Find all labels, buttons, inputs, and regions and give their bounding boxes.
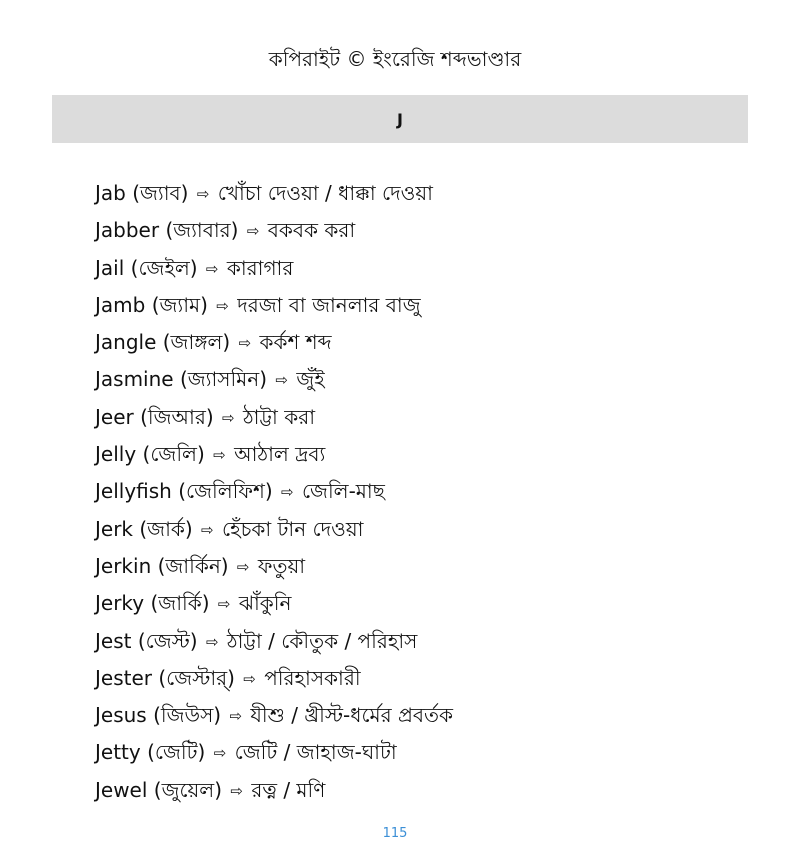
entry-pronunciation: (জেটি) (147, 740, 206, 765)
entry-word: Jangle (95, 330, 157, 355)
entry-word: Jester (95, 665, 152, 690)
arrow-icon: ⇨ (230, 781, 243, 800)
entry-word: Jewel (95, 777, 148, 802)
dictionary-entry (95, 175, 745, 212)
entry-meaning: জুঁই (296, 367, 325, 392)
entry-pronunciation: (জিউস) (153, 703, 222, 728)
entry-pronunciation: (জার্কিন) (157, 553, 229, 578)
entry-word: Jab (95, 181, 126, 205)
entry-meaning: পরিহাসকারী (264, 665, 361, 690)
arrow-icon: ⇨ (201, 520, 214, 539)
entry-pronunciation: (জিআর) (140, 404, 214, 429)
entry-meaning: জেটি / জাহাজ-ঘাটা (234, 740, 397, 765)
dictionary-entry (95, 212, 745, 249)
entry-pronunciation: (জ্যাম) (151, 292, 208, 317)
arrow-icon: ⇨ (222, 408, 235, 427)
arrow-icon: ⇨ (213, 744, 227, 763)
arrow-icon: ⇨ (238, 334, 252, 353)
entry-word: Jesus (95, 703, 147, 728)
dictionary-entry (95, 250, 745, 287)
entry-pronunciation: (জার্ক) (139, 516, 193, 541)
arrow-icon: ⇨ (205, 632, 219, 651)
entry-word: Jerk (95, 516, 134, 541)
entry-word: Jail (95, 255, 125, 280)
entry-word: Jest (95, 628, 132, 653)
entry-pronunciation: (জার্কি) (150, 591, 210, 616)
entry-meaning: রত্ন / মণি (251, 777, 326, 802)
entry-meaning: ফতুয়া (257, 553, 306, 578)
entry-meaning: জেলি-মাছ (301, 479, 385, 504)
entry-pronunciation: (জাঙ্গল) (162, 330, 231, 355)
entry-word: Jerkin (95, 553, 152, 578)
arrow-icon: ⇨ (217, 595, 231, 614)
dictionary-entry (95, 772, 745, 809)
entry-meaning: খোঁচা দেওয়া / ধাক্কা দেওয়া (217, 181, 433, 205)
entry-pronunciation: (জ্যাসমিন) (179, 367, 268, 392)
arrow-icon: ⇨ (243, 669, 256, 688)
dictionary-entry (95, 585, 745, 622)
dictionary-entry-list (95, 175, 745, 809)
arrow-icon: ⇨ (236, 557, 250, 576)
arrow-icon: ⇨ (196, 185, 210, 203)
arrow-icon: ⇨ (213, 446, 226, 465)
section-letter-band (52, 95, 748, 143)
dictionary-entry (95, 399, 745, 436)
entry-meaning: যীশু / খ্রীস্ট-ধর্মের প্রবর্তক (250, 703, 454, 728)
arrow-icon: ⇨ (281, 483, 294, 502)
entry-pronunciation: (জুয়েল) (153, 777, 223, 802)
entry-pronunciation: (জেলিফিশ) (178, 479, 273, 504)
entry-pronunciation: (জেইল) (130, 255, 198, 280)
entry-meaning: কর্কশ শব্দ (259, 330, 332, 355)
entry-meaning: কারাগার (226, 255, 294, 280)
dictionary-entry (95, 287, 745, 324)
dictionary-entry (95, 511, 745, 548)
entry-meaning: ঝাঁকুনি (238, 591, 292, 616)
entry-word: Jellyfish (95, 479, 172, 504)
dictionary-entry (95, 436, 745, 473)
dictionary-entry (95, 361, 745, 398)
arrow-icon: ⇨ (229, 707, 243, 726)
entry-word: Jabber (95, 218, 160, 243)
dictionary-entry (95, 548, 745, 585)
entry-word: Jerky (95, 591, 145, 616)
entry-pronunciation: (জেস্টার্) (158, 665, 235, 690)
entry-word: Jeer (95, 404, 134, 429)
entry-word: Jamb (95, 292, 146, 317)
dictionary-entry (95, 734, 745, 771)
entry-word: Jetty (95, 740, 141, 765)
dictionary-entry (95, 660, 745, 697)
entry-pronunciation: (জেস্ট) (137, 628, 198, 653)
dictionary-entry (95, 324, 745, 361)
arrow-icon: ⇨ (205, 259, 219, 278)
entry-word: Jasmine (95, 367, 174, 392)
entry-meaning: ঠাট্টা করা (242, 404, 316, 429)
page-header-title: কপিরাইট © ইংরেজি শব্দভাণ্ডার (268, 47, 522, 71)
entry-meaning: দরজা বা জানলার বাজু (237, 292, 421, 317)
arrow-icon: ⇨ (216, 296, 229, 315)
entry-pronunciation: (জেলি) (142, 442, 205, 467)
entry-meaning: হেঁচকা টান দেওয়া (221, 516, 364, 541)
entry-pronunciation: (জ্যাব) (132, 181, 189, 205)
section-letter: J (397, 109, 403, 129)
arrow-icon: ⇨ (246, 222, 260, 241)
entry-word: Jelly (95, 442, 137, 467)
entry-meaning: ঠাট্টা / কৌতুক / পরিহাস (226, 628, 418, 653)
entry-meaning: বকবক করা (267, 218, 356, 243)
dictionary-entry (95, 473, 745, 510)
arrow-icon: ⇨ (275, 371, 288, 390)
entry-meaning: আঠাল দ্রব্য (234, 442, 326, 467)
dictionary-entry (95, 697, 745, 734)
dictionary-entry (95, 623, 745, 660)
entry-pronunciation: (জ্যাবার) (165, 218, 239, 243)
page-number: 115 (382, 826, 408, 841)
